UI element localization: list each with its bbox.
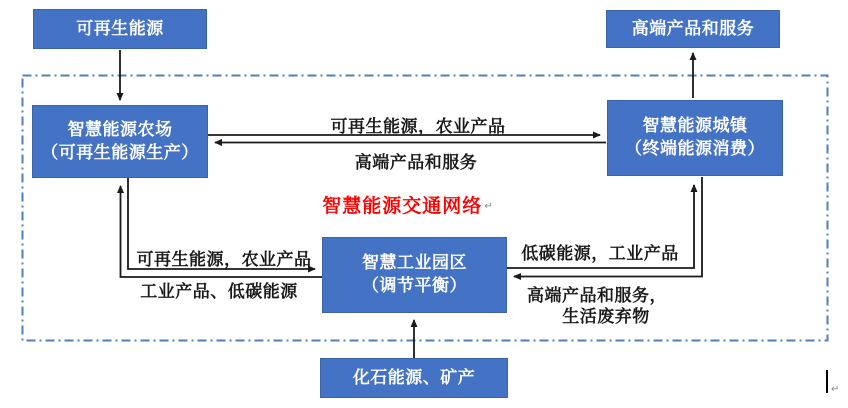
edge-label-park-to-town: 低碳能源，工业产品	[521, 244, 679, 263]
edge-label-farm-to-town: 可再生能源，农业产品	[330, 117, 506, 136]
node-renewable-energy	[33, 9, 207, 49]
edge-label-town-to-park-line1: 高端产品和服务，	[527, 286, 667, 305]
edge-label-town-to-farm: 高端产品和服务	[354, 153, 478, 172]
node-fossil-energy	[320, 358, 508, 398]
node-smart-energy-town	[607, 100, 783, 176]
edge-label-farm-to-park: 可再生能源，农业产品	[136, 250, 312, 269]
node-highend-products	[606, 10, 780, 48]
edge-label-park-to-farm: 工业产品、低碳能源	[140, 282, 298, 301]
node-smart-industrial-park	[322, 237, 507, 313]
node-smart-energy-town-subtitle: （终端能源消费）	[625, 139, 765, 158]
node-smart-energy-farm-subtitle: （可再生能源生产）	[41, 142, 199, 162]
node-smart-energy-town-title: 智慧能源城镇	[642, 116, 748, 136]
node-renewable-energy-label: 可再生能源	[76, 18, 164, 38]
node-highend-products-label: 高端产品和服务	[631, 18, 755, 38]
paragraph-mark-icon: ↵	[831, 384, 840, 395]
text-cursor[interactable]	[826, 370, 828, 393]
network-title-text: 智慧能源交通网络	[322, 196, 483, 217]
node-smart-industrial-park-subtitle: （调节平衡）	[362, 276, 467, 295]
edge-label-town-to-park-line2: 生活废弃物	[562, 307, 650, 326]
node-smart-energy-farm	[32, 105, 208, 178]
node-smart-industrial-park-title: 智慧工业园区	[362, 253, 467, 273]
network-title	[322, 191, 493, 218]
paragraph-mark-icon: ↵	[484, 201, 494, 213]
node-smart-energy-farm-title: 智慧能源农场	[67, 119, 173, 139]
node-fossil-energy-label: 化石能源、矿产	[352, 367, 476, 387]
